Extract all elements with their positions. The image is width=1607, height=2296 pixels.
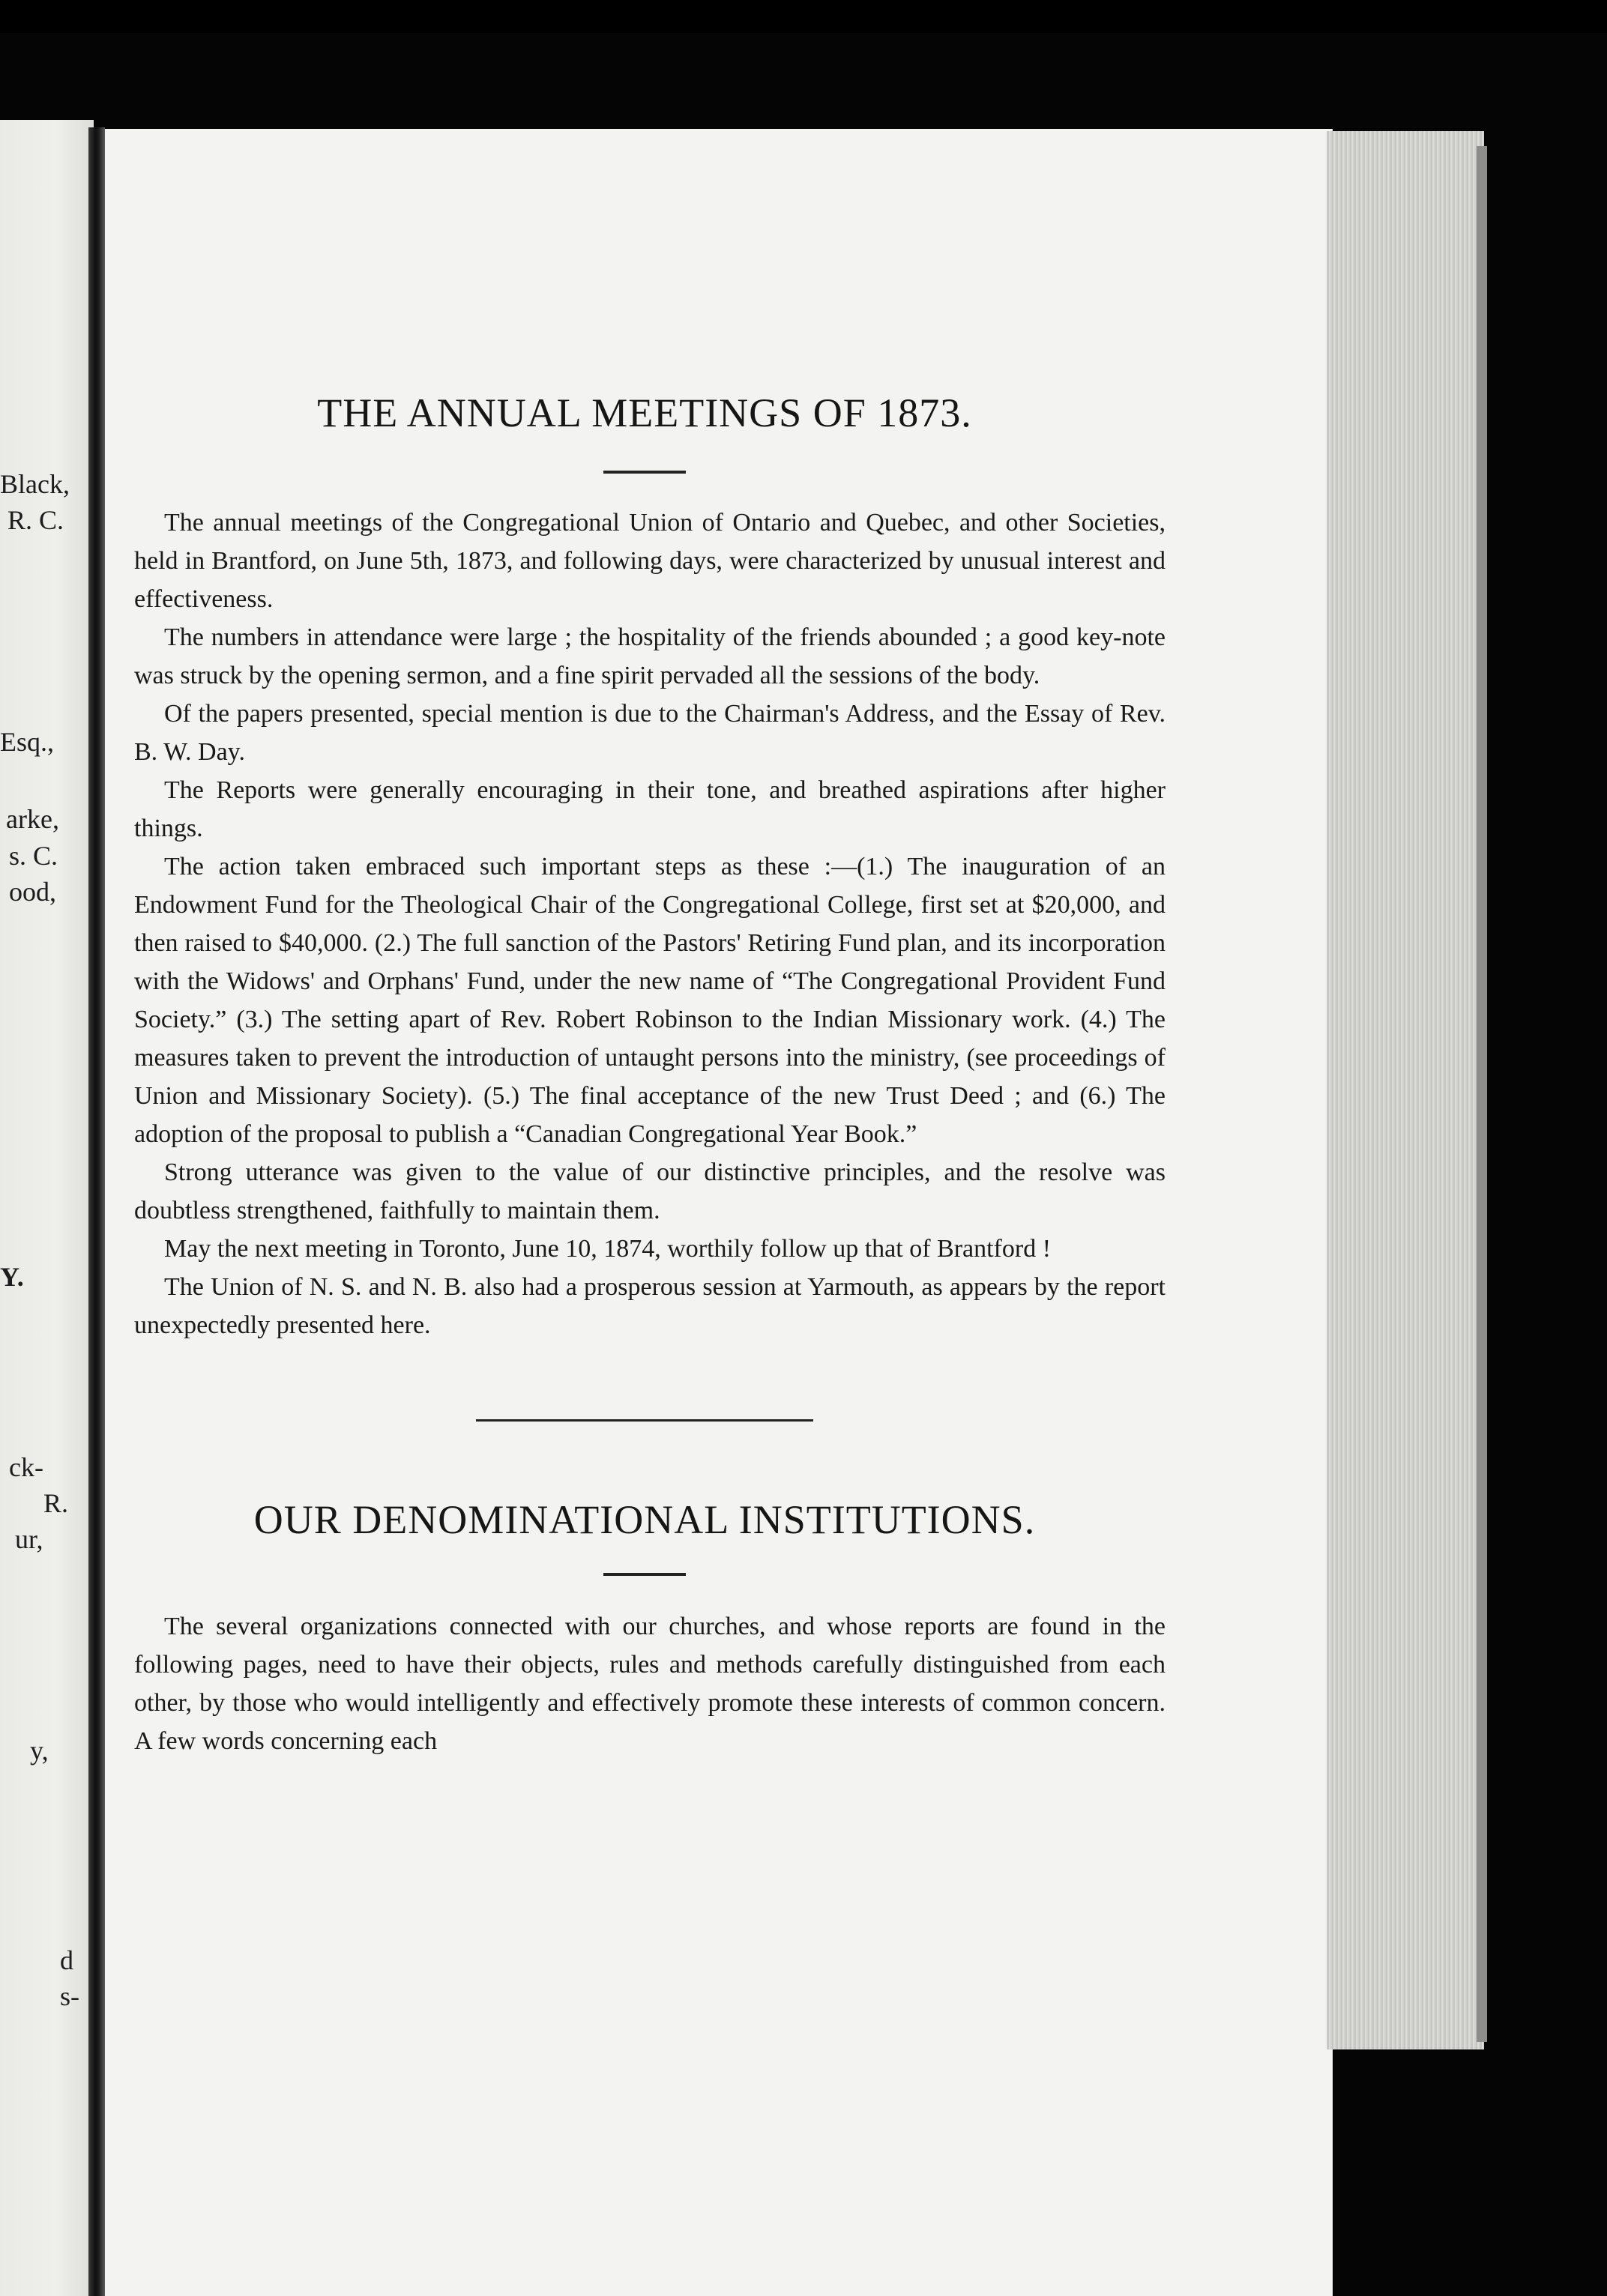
heading-rule [603, 1573, 686, 1576]
paragraph: The several organizations connected with our churches, and whose reports are found in the following pages, need to have their objects, rules and methods carefully distinguished from each other, by those who would intelligently and effectively promote these interests of common concern. A few words concerning each [134, 1613, 1166, 1755]
left-fragment: s- [60, 1981, 79, 2011]
section-divider [476, 1419, 813, 1422]
left-fragment: ck- [9, 1452, 43, 1482]
page-block-edges [1327, 131, 1484, 2049]
left-fragment: d [60, 1945, 73, 1975]
institutions-section [124, 1496, 1166, 1760]
paragraph: The Union of N. S. and N. B. also had a prosperous session at Yarmouth, as appears by the report unexpectedly presented here. [134, 1273, 1166, 1339]
left-fragment: arke, [6, 804, 59, 834]
page-content [124, 390, 1166, 1760]
scan-top-border [0, 0, 1607, 33]
left-fragment: ur, [15, 1524, 43, 1554]
left-fragment: Black, [0, 469, 70, 499]
left-fragment: R. [43, 1488, 69, 1518]
paragraph: The Reports were generally encouraging in their tone, and breathed aspirations after higher things. [134, 776, 1166, 842]
section-heading-annual-meetings: THE ANNUAL MEETINGS OF 1873. [317, 390, 972, 435]
left-fragment: y, [30, 1735, 49, 1765]
book-gutter [88, 127, 105, 2296]
left-page [0, 120, 94, 2296]
paragraph: The action taken embraced such important steps as these :—(1.) The inauguration of an Endowment Fund for the Theological Chair of the Congregational College, first set at $20,000, and then raised to $40,000. (2.) The full sanction of the Pastors' Retiring Fund plan, and its incorporation with the Widows' and Orphans' Fund, under the new name of “The Congregational Provident Fund Society.” (3.) The setting apart of Rev. Robert Robinson to the Indian Missionary work. (4.) The measures taken to prevent the introduction of untaught persons into the ministry, (see proceedings of Union and Missionary Society). (5.) The final acceptance of the new Trust Deed ; and (6.) The adoption of the proposal to publish a “Canadian Congregational Year Book.” [134, 853, 1166, 1148]
left-fragment: s. C. [9, 841, 58, 871]
left-fragment: Y. [0, 1262, 24, 1292]
paragraph: Strong utterance was given to the value of our distinctive principles, and the resolve was doubtless strengthened, faithfully to maintain them. [134, 1158, 1166, 1224]
annual-meetings-body [124, 504, 1166, 1344]
paragraph: Of the papers presented, special mention is due to the Chairman's Address, and the Essay of Rev. B. W. Day. [134, 700, 1166, 766]
paragraph: The annual meetings of the Congregational Union of Ontario and Quebec, and other Societies, held in Brantford, on June 5th, 1873, and following days, were characterized by unusual interest and effectiveness. [134, 509, 1166, 613]
left-fragment: R. C. [7, 505, 64, 535]
section-heading-institutions: OUR DENOMINATIONAL INSTITUTIONS. [253, 1497, 1036, 1542]
left-fragment: ood, [9, 877, 56, 907]
left-fragment: Esq., [0, 727, 54, 757]
paragraph: May the next meeting in Toronto, June 10, 1874, worthily follow up that of Brantford ! [164, 1235, 1052, 1263]
paragraph: The numbers in attendance were large ; the hospitality of the friends abounded ; a good key-note was struck by the opening sermon, and a fine spirit pervaded all the sessions of the body. [134, 623, 1166, 689]
heading-rule [603, 471, 686, 474]
page-block-shadow [1477, 146, 1487, 2042]
